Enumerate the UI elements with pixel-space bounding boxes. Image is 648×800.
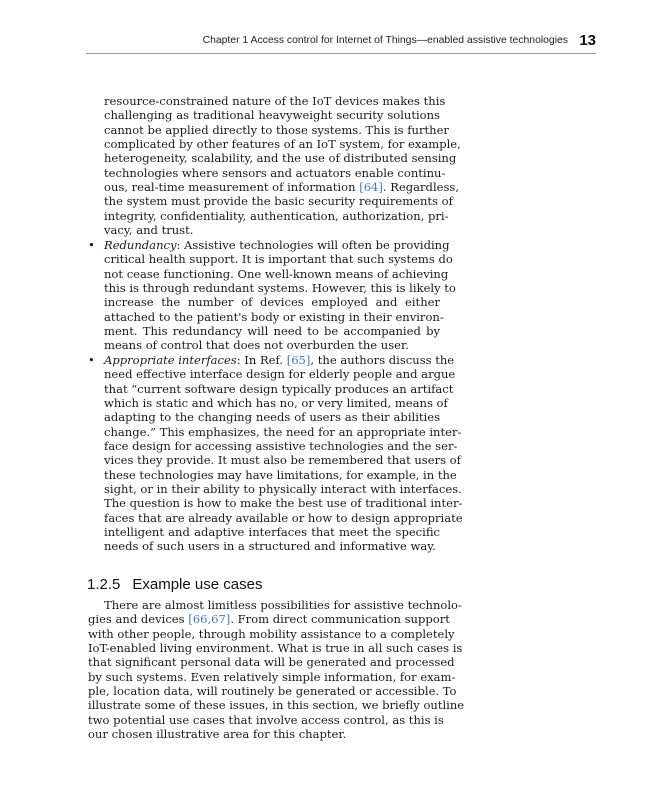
text-line: critical health support. It is important that such systems do: [104, 252, 453, 267]
text-line: change.” This emphasizes, the need for an appropriate inter-: [104, 424, 462, 439]
section-title: Example use cases: [132, 576, 263, 593]
text-line: adapting to the changing needs of users as their abilities: [104, 410, 440, 425]
running-header: [86, 32, 596, 54]
text-line: vacy, and trust.: [104, 223, 194, 238]
citation-link[interactable]: [64]: [359, 180, 383, 195]
text-line: cannot be applied directly to those systems. This is further: [104, 122, 449, 137]
text-line: ous, real-time measurement of information [64]. Regardless,: [104, 180, 459, 195]
text-line: gies and devices [66,67]. From direct communication support: [88, 612, 450, 627]
running-title: Chapter 1 Access control for Internet of Things—enabled assistive technologies: [202, 35, 568, 46]
text-line: attached to the patient's body or existing in their environ-: [104, 309, 444, 324]
text-line: challenging as traditional heavyweight security solutions: [104, 108, 440, 123]
text-line: need effective interface design for elderly people and argue: [104, 367, 456, 382]
bullet-appropriate-interfaces: [88, 353, 463, 554]
citation-link[interactable]: [66,67]: [188, 612, 231, 627]
text-line: There are almost limitless possibilities for assistive technolo-: [104, 598, 462, 612]
section-heading: [87, 576, 262, 593]
text-line: not cease functioning. One well-known means of achieving: [104, 266, 449, 281]
bullet-term: Appropriate interfaces: [104, 353, 237, 367]
text-line: IoT-enabled living environment. What is true in all such cases is: [88, 641, 463, 656]
text-line: intelligent and adaptive interfaces that meet the specific: [104, 525, 440, 540]
text-line: which is static and which has no, or very limited, means of: [104, 396, 448, 411]
text-line: our chosen illustrative area for this chapter.: [88, 727, 347, 742]
paragraph-continuation: [104, 94, 461, 238]
bullet-term: Redundancy: [104, 238, 177, 252]
text-line: resource-constrained nature of the IoT devices makes this: [104, 94, 446, 108]
text-line: complicated by other features of an IoT system, for example,: [104, 137, 461, 152]
text-line: needs of such users in a structured and informative way.: [104, 539, 436, 554]
bullet-redundancy: [88, 238, 456, 353]
text-line: by such systems. Even relatively simple information, for exam-: [88, 669, 456, 684]
paragraph-use-cases: [88, 598, 465, 742]
text-line: that significant personal data will be generated and processed: [88, 655, 455, 670]
text-line: the system must provide the basic security requirements of: [104, 194, 453, 209]
text-line: illustrate some of these issues, in this section, we briefly outline: [88, 698, 465, 713]
bullet-marker: •: [88, 353, 95, 367]
text-line: means of control that does not overburden the user.: [104, 338, 409, 353]
text-line: these technologies may have limitations, for example, in the: [104, 467, 457, 482]
text-line: heterogeneity, scalability, and the use of distributed sensing: [104, 151, 457, 166]
bullet-marker: •: [88, 238, 95, 252]
text-line: with other people, through mobility assistance to a completely: [88, 626, 455, 641]
page-number: 13: [579, 32, 596, 49]
text-line: Redundancy: Assistive technologies will often be providing: [104, 238, 450, 252]
text-line: faces that are already available or how to design appropriate: [104, 510, 463, 525]
text-line: ment. This redundancy will need to be accompanied by: [104, 324, 440, 339]
text-line: technologies where sensors and actuators enable continu-: [104, 165, 446, 180]
citation-link[interactable]: [65]: [286, 353, 311, 367]
text-line: Appropriate interfaces: In Ref. [65], the authors discuss the: [104, 353, 455, 367]
text-line: this is through redundant systems. However, this is likely to: [104, 281, 456, 296]
text-line: two potential use cases that involve access control, as this is: [88, 712, 444, 727]
section-number: 1.2.5: [87, 576, 121, 593]
text-line: vices they provide. It must also be remembered that users of: [104, 453, 461, 468]
text-line: integrity, confidentiality, authentication, authorization, pri-: [104, 208, 449, 223]
text-line: face design for accessing assistive technologies and the ser-: [104, 439, 458, 454]
text-line: The question is how to make the best use of traditional inter-: [104, 496, 463, 511]
text-line: that “current software design typically produces an artifact: [104, 381, 454, 396]
text-line: ple, location data, will routinely be generated or accessible. To: [88, 684, 457, 699]
text-line: increase the number of devices employed and either: [104, 295, 440, 310]
text-line: sight, or in their ability to physically interact with interfaces.: [104, 482, 462, 497]
